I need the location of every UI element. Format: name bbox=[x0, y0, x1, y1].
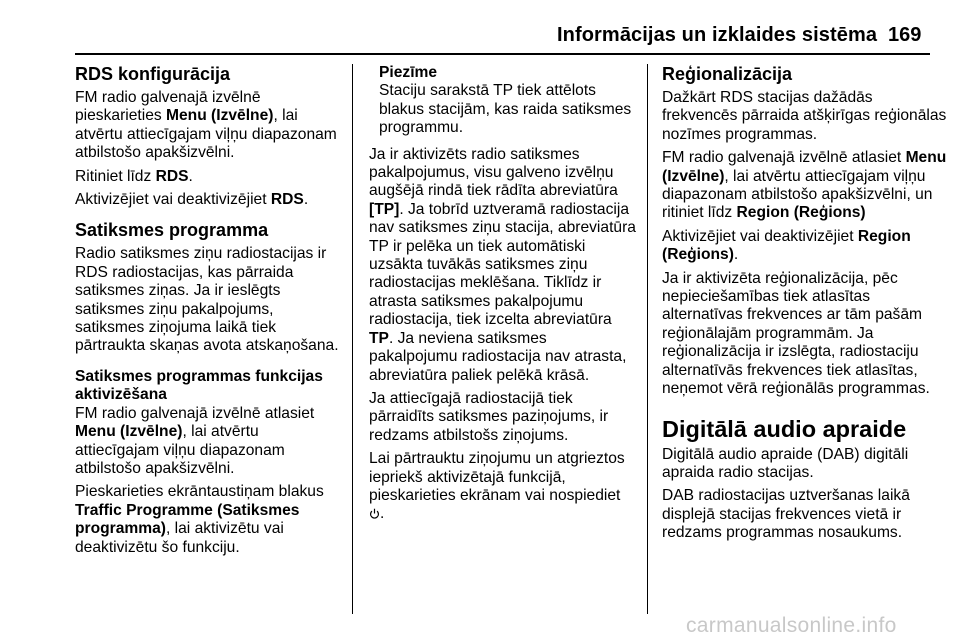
column-divider-2 bbox=[647, 64, 648, 614]
paragraph: Dažkārt RDS stacijas dažādās frekvencēs pārraida atšķirīgas reģionālas nozīmes programmas. bbox=[662, 89, 947, 143]
section-heading-traffic: Satiksmes programma bbox=[75, 220, 269, 241]
paragraph: Ja ir aktivizēts radio satiksmes pakalpojumus, visu galveno izvēlņu augšējā rindā tiek rādīta abreviatūra [TP]. Ja tobrīd uztveramā radiostacija nav satiksmes ziņu stacija, abreviatūra TP ir pelēka un tiek automātiski uzsākta tuvākās satiksmes ziņu radiostacijas meklēšana. Tiklīdz ir atrasta satiksmes pakalpojumu radiostacija, tiek izcelta abreviatūra TP. Ja neviena satiksmes pakalpojumu radiostacija nav atrasta, abreviatūra paliek pelēkā krāsā. bbox=[369, 145, 636, 384]
column-2 bbox=[369, 64, 639, 529]
paragraph: Aktivizējiet vai deaktivizējiet RDS. bbox=[75, 191, 309, 209]
column-1 bbox=[75, 63, 343, 562]
paragraph: Digitālā audio apraide (DAB) digitāli apraida radio stacijas. bbox=[662, 445, 909, 481]
paragraph: Radio satiksmes ziņu radiostacijas ir RDS radiostacijas, kas pārraida satiksmes ziņas. Ja ir ieslēgts satiksmes ziņu pakalpojums, satiksmes ziņojuma laikā tiek pārtraukta skaņas avota atskaņošana. bbox=[75, 245, 339, 355]
paragraph: Pieskarieties ekrāntaustiņam blakus Traffic Programme (Satiksmes programma), lai aktivizētu vai deaktivizētu šo funkciju. bbox=[75, 483, 324, 556]
header-title: Informācijas un izklaides sistēma bbox=[557, 24, 878, 46]
subheading-traffic-activation: Satiksmes programmas funkcijas aktivizēšana bbox=[75, 367, 323, 404]
paragraph: FM radio galvenajā izvēlnē pieskarieties Menu (Izvēlne), lai atvērtu attiecīgajam viļņu diapazonam atbilstošo apakšizvēlni. bbox=[75, 89, 337, 162]
section-heading-dab: Digitālā audio apraide bbox=[662, 415, 907, 442]
power-icon bbox=[369, 508, 380, 519]
page-header bbox=[0, 0, 960, 56]
section-heading-rds: RDS konfigurācija bbox=[75, 64, 231, 84]
paragraph: FM radio galvenajā izvēlnē atlasiet Menu (Izvēlne), lai atvērtu attiecīgajam viļņu diapazonam atbilstošo apakšizvēlni. bbox=[75, 404, 315, 477]
paragraph: Ja attiecīgajā radiostacijā tiek pārraidīts satiksmes paziņojums, ir redzams atbilstošs ziņojums. bbox=[369, 389, 609, 444]
watermark: carmanualsonline.info bbox=[686, 614, 897, 637]
note-label: Piezīme bbox=[379, 64, 438, 81]
paragraph: Ritiniet līdz RDS. bbox=[75, 167, 193, 185]
note-box bbox=[379, 64, 639, 138]
paragraph: Lai pārtrauktu ziņojumu un atgrieztos iepriekš aktivizētajā funkcijā, pieskarieties ekrānam vai nospiediet . bbox=[369, 450, 625, 523]
column-divider-1 bbox=[352, 64, 353, 614]
paragraph: DAB radiostacijas uztveršanas laikā displejā stacijas frekvences vietā ir redzams programmas nosaukums. bbox=[662, 487, 910, 542]
page-number: 169 bbox=[888, 24, 922, 46]
paragraph: Ja ir aktivizēta reģionalizācija, pēc nepieciešamības tiek atlasītas alternatīvas frekvences ar tām pašām reģionālajām programmām. Ja reģionalizācija ir izslēgta, radiostaciju alternatīvās frekvences tiek atlasītas, neņemot vērā reģionālās programmas. bbox=[662, 269, 930, 398]
paragraph: FM radio galvenajā izvēlnē atlasiet Menu (Izvēlne), lai atvērtu attiecīgajam viļņu diapazonam atbilstošo apakšizvēlni, un ritiniet līdz Region (Reģions) bbox=[662, 149, 947, 222]
section-heading-regionalization: Reģionalizācija bbox=[662, 64, 793, 84]
column-3 bbox=[662, 63, 947, 548]
note-text: Staciju sarakstā TP tiek attēlots blakus stacijām, kas raida satiksmes programmu. bbox=[379, 82, 632, 137]
header-rule bbox=[75, 53, 930, 55]
paragraph: Aktivizējiet vai deaktivizējiet Region (Reģions). bbox=[662, 227, 911, 264]
